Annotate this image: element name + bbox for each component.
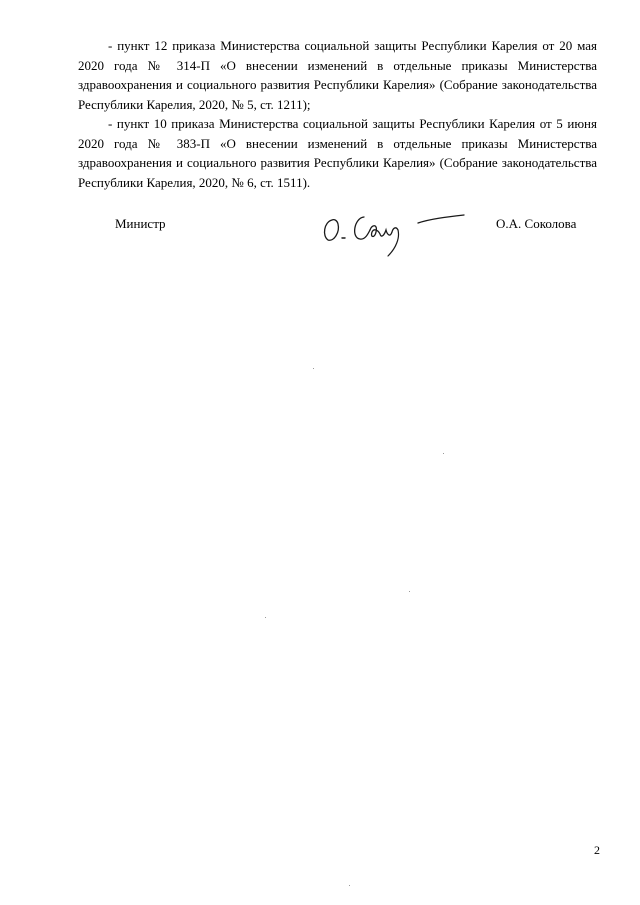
scan-speck [349,885,350,886]
paragraph-item-10: - пункт 10 приказа Министерства социальной защиты Республики Карелия от 5 июня 2020 года № 383-П «О внесении изменений в отдельные приказы Министерства здравоохранения и социального развития Республики Карелия» (Собрание законодательства Республики Карелия, 2020, № 6, ст. 1511). [78,116,597,190]
page-number: 2 [594,843,600,857]
scan-speck [443,453,444,454]
scan-speck [313,368,314,369]
handwritten-signature [318,208,468,258]
signatory-name: О.А. Соколова [496,216,577,231]
signature-block [0,208,640,268]
signatory-title: Министр [115,216,166,231]
scan-speck [265,617,266,618]
document-body [78,36,597,192]
paragraph-item-12: - пункт 12 приказа Министерства социальной защиты Республики Карелия от 20 мая 2020 года № 314-П «О внесении изменений в отдельные приказы Министерства здравоохранения и социального развития Республики Карелия» (Собрание законодательства Республики Карелия, 2020, № 5, ст. 1211); [78,38,597,112]
scan-speck [409,591,410,592]
